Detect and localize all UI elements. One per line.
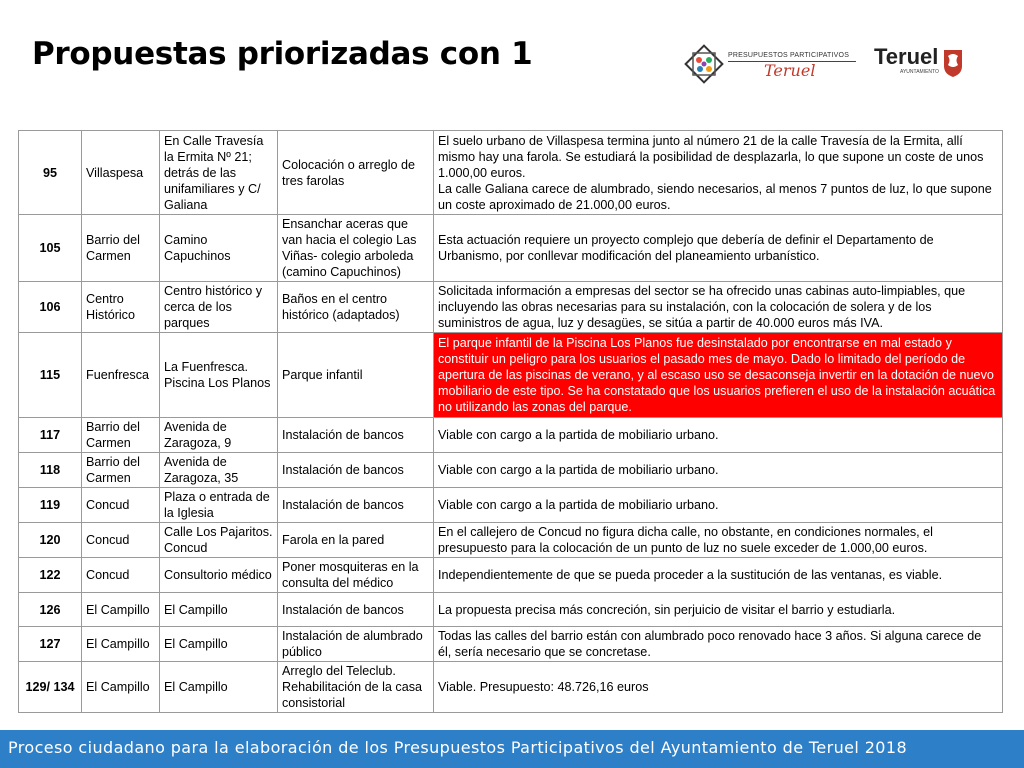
row-description: El parque infantil de la Piscina Los Planos fue desinstalado por encontrarse en mal estado y constituir un peligro para los usuarios el pasado mes de mayo. Dado lo limitado del período de apertura de las piscinas de verano, y al escaso uso se desaconseja invertir en la dotación de nuevo mobiliario de este tipo. Se ha constatado que los usuarios prefieren el uso de la instalación acuática no utilizando las zonas del parque. bbox=[434, 333, 1003, 418]
proposals-table bbox=[18, 130, 1003, 713]
table-row bbox=[19, 282, 1003, 333]
ayuntamiento-sub: AYUNTAMIENTO bbox=[900, 69, 939, 75]
table-row bbox=[19, 333, 1003, 418]
row-number: 106 bbox=[19, 282, 82, 333]
page-title: Propuestas priorizadas con 1 bbox=[32, 36, 533, 72]
row-place: Barrio del Carmen bbox=[82, 215, 160, 282]
table-row bbox=[19, 558, 1003, 593]
row-description: Viable con cargo a la partida de mobiliario urbano. bbox=[434, 488, 1003, 523]
row-number: 122 bbox=[19, 558, 82, 593]
row-location: Consultorio médico bbox=[160, 558, 278, 593]
row-description: Independientemente de que se pueda proceder a la sustitución de las ventanas, es viable. bbox=[434, 558, 1003, 593]
row-description: La propuesta precisa más concreción, sin perjuicio de visitar el barrio y estudiarla. bbox=[434, 593, 1003, 627]
pp-logo-city: Teruel bbox=[764, 61, 816, 80]
row-number: 120 bbox=[19, 523, 82, 558]
row-place: Villaspesa bbox=[82, 131, 160, 215]
row-location: El Campillo bbox=[160, 662, 278, 713]
row-place: Centro Histórico bbox=[82, 282, 160, 333]
row-description: Todas las calles del barrio están con alumbrado poco renovado hace 3 años. Si alguna carece de él, sería necesario que se concretase. bbox=[434, 627, 1003, 662]
row-number: 119 bbox=[19, 488, 82, 523]
row-description: Viable. Presupuesto: 48.726,16 euros bbox=[434, 662, 1003, 713]
row-location: Avenida de Zaragoza, 9 bbox=[160, 418, 278, 453]
row-number: 105 bbox=[19, 215, 82, 282]
row-number: 118 bbox=[19, 453, 82, 488]
row-place: Barrio del Carmen bbox=[82, 418, 160, 453]
row-place: Barrio del Carmen bbox=[82, 453, 160, 488]
row-description: En el callejero de Concud no figura dicha calle, no obstante, en condiciones normales, el presupuesto para la colocación de un punto de luz no suele exceder de 1.000,00 euros. bbox=[434, 523, 1003, 558]
row-proposal: Poner mosquiteras en la consulta del médico bbox=[278, 558, 434, 593]
row-proposal: Instalación de bancos bbox=[278, 453, 434, 488]
row-description: Solicitada información a empresas del sector se ha ofrecido unas cabinas auto-limpiables, que incluyendo las obras necesarias para su instalación, con la colocación de solera y de los suministros de agua, luz y desagües, se sitúa a partir de 40.000 euros más IVA. bbox=[434, 282, 1003, 333]
row-location: La Fuenfresca. Piscina Los Planos bbox=[160, 333, 278, 418]
row-number: 115 bbox=[19, 333, 82, 418]
row-location: Centro histórico y cerca de los parques bbox=[160, 282, 278, 333]
row-location: El Campillo bbox=[160, 593, 278, 627]
row-description: Viable con cargo a la partida de mobiliario urbano. bbox=[434, 453, 1003, 488]
table-row bbox=[19, 418, 1003, 453]
footer-bar bbox=[0, 730, 1024, 768]
table-row bbox=[19, 215, 1003, 282]
row-place: Concud bbox=[82, 558, 160, 593]
teruel-shield-icon bbox=[942, 48, 964, 78]
row-location: Camino Capuchinos bbox=[160, 215, 278, 282]
table-row bbox=[19, 627, 1003, 662]
row-location: Plaza o entrada de la Iglesia bbox=[160, 488, 278, 523]
row-proposal: Colocación o arreglo de tres farolas bbox=[278, 131, 434, 215]
row-proposal: Ensanchar aceras que van hacia el colegio Las Viñas- colegio arboleda (camino Capuchinos) bbox=[278, 215, 434, 282]
row-description: Esta actuación requiere un proyecto complejo que debería de definir el Departamento de Urbanismo, por conllevar modificación del planeamiento urbanístico. bbox=[434, 215, 1003, 282]
row-proposal: Farola en la pared bbox=[278, 523, 434, 558]
row-proposal: Instalación de bancos bbox=[278, 488, 434, 523]
row-proposal: Instalación de bancos bbox=[278, 418, 434, 453]
row-proposal: Arreglo del Teleclub. Rehabilitación de la casa consistorial bbox=[278, 662, 434, 713]
table-row bbox=[19, 488, 1003, 523]
row-place: El Campillo bbox=[82, 593, 160, 627]
row-place: Concud bbox=[82, 523, 160, 558]
row-proposal: Baños en el centro histórico (adaptados) bbox=[278, 282, 434, 333]
ayuntamiento-name: Teruel bbox=[874, 44, 939, 69]
row-proposal: Instalación de bancos bbox=[278, 593, 434, 627]
row-place: El Campillo bbox=[82, 627, 160, 662]
footer-text: Proceso ciudadano para la elaboración de los Presupuestos Participativos del Ayuntamiento de Teruel 2018 bbox=[8, 738, 908, 757]
logos bbox=[684, 42, 964, 90]
presupuestos-participativos-logo-icon bbox=[684, 42, 724, 86]
table-row bbox=[19, 131, 1003, 215]
row-description: El suelo urbano de Villaspesa termina junto al número 21 de la calle Travesía de la Ermita, allí mismo hay una farola. Se estudiará la posibilidad de desplazarla, lo que supone un coste de unos 1.000,00 euros. La calle Galiana carece de alumbrado, siendo necesarios, al menos 7 puntos de luz, lo que supone un coste aproximado de 21.000,00 euros. bbox=[434, 131, 1003, 215]
row-place: El Campillo bbox=[82, 662, 160, 713]
row-place: Fuenfresca bbox=[82, 333, 160, 418]
row-number: 126 bbox=[19, 593, 82, 627]
pp-logo-text: PRESUPUESTOS PARTICIPATIVOS bbox=[728, 52, 850, 59]
row-number: 117 bbox=[19, 418, 82, 453]
row-number: 95 bbox=[19, 131, 82, 215]
table-row bbox=[19, 453, 1003, 488]
row-description: Viable con cargo a la partida de mobiliario urbano. bbox=[434, 418, 1003, 453]
row-proposal: Parque infantil bbox=[278, 333, 434, 418]
table-row bbox=[19, 593, 1003, 627]
row-number: 127 bbox=[19, 627, 82, 662]
row-location: El Campillo bbox=[160, 627, 278, 662]
row-location: Calle Los Pajaritos. Concud bbox=[160, 523, 278, 558]
table-row bbox=[19, 523, 1003, 558]
row-place: Concud bbox=[82, 488, 160, 523]
table-row bbox=[19, 662, 1003, 713]
row-number: 129/ 134 bbox=[19, 662, 82, 713]
row-location: Avenida de Zaragoza, 35 bbox=[160, 453, 278, 488]
row-location: En Calle Travesía la Ermita Nº 21; detrás de las unifamiliares y C/ Galiana bbox=[160, 131, 278, 215]
row-proposal: Instalación de alumbrado público bbox=[278, 627, 434, 662]
